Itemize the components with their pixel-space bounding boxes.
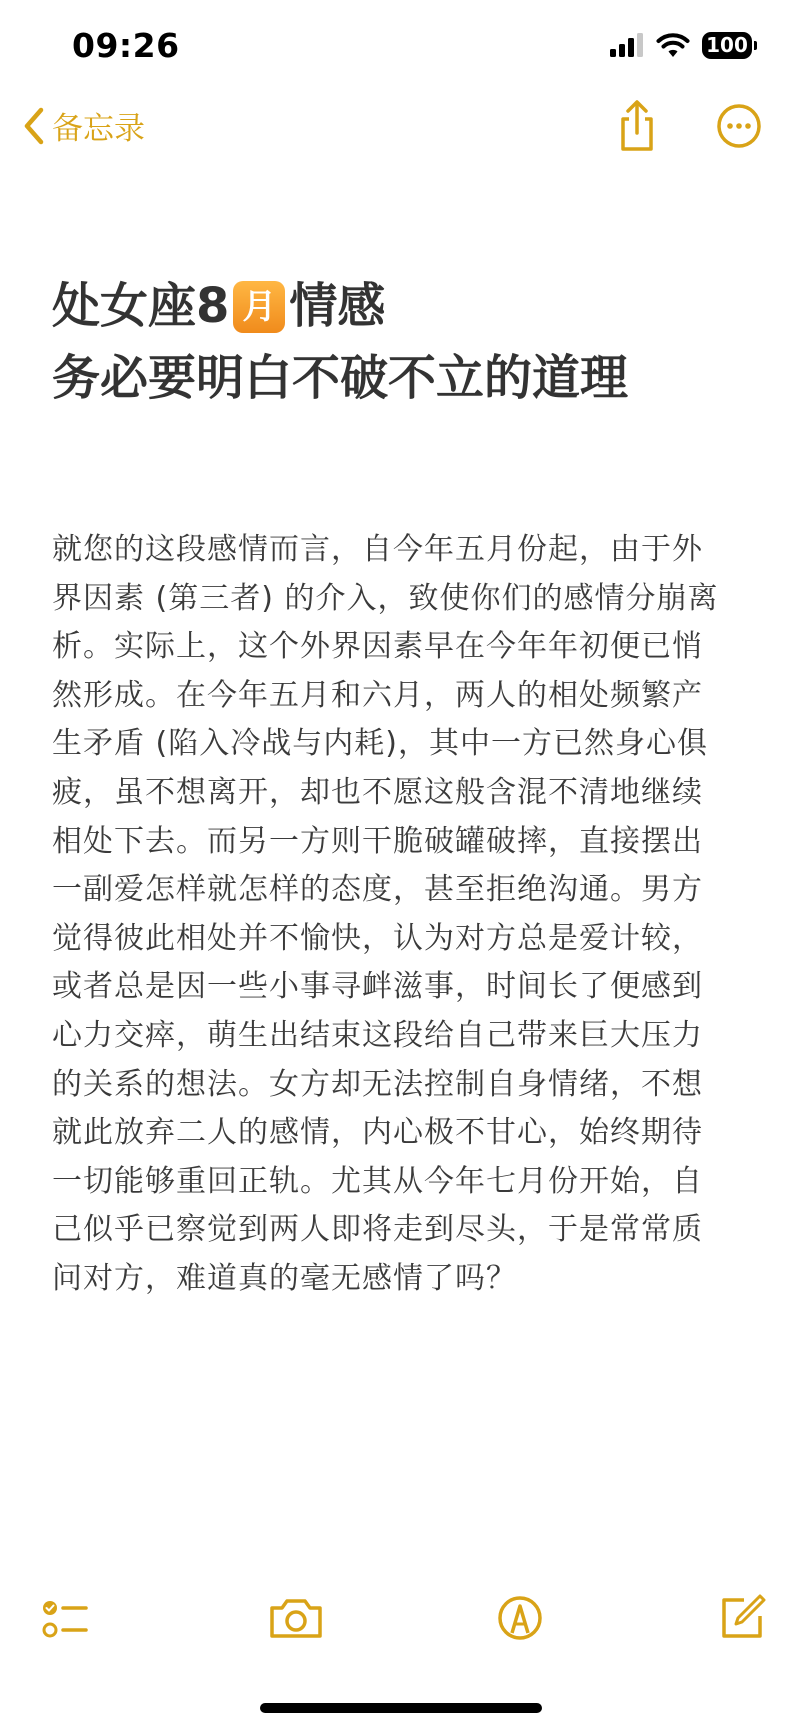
body-line: 一切能够重回正轨。尤其从今年七月份开始，自 (52, 1163, 703, 1199)
signal-icon (610, 33, 644, 57)
body-line: 疲，虽不想离开，却也不愿这般含混不清地继续 (52, 774, 703, 810)
status-icons (610, 30, 752, 60)
more-button[interactable] (716, 103, 762, 149)
battery-cap (754, 41, 757, 50)
markup-icon (492, 1590, 548, 1646)
body-line: 界因素 (第三者) 的介入，致使你们的感情分崩离 (52, 580, 719, 616)
nav-bar (0, 95, 800, 165)
title-line-2: 务必要明白不破不立的道理 (52, 350, 629, 406)
back-label: 备忘录 (52, 111, 145, 147)
body-line: 或者总是因一些小事寻衅滋事，时间长了便感到 (52, 969, 703, 1005)
checklist-button[interactable] (38, 1590, 94, 1646)
body-line: 就您的这段感情而言，自今年五月份起，由于外 (52, 532, 703, 567)
camera-button[interactable] (266, 1590, 326, 1646)
home-indicator[interactable] (260, 1703, 542, 1713)
bottom-toolbar (0, 1590, 800, 1660)
status-time: 09:26 (72, 26, 180, 65)
body-line: 心力交瘁，萌生出结束这段给自己带来巨大压力 (52, 1017, 703, 1053)
body-line: 生矛盾 (陷入冷战与内耗)，其中一方已然身心俱 (52, 726, 708, 762)
camera-icon (266, 1590, 326, 1646)
markup-button[interactable] (492, 1590, 548, 1646)
compose-icon (714, 1590, 770, 1646)
body-line: 己似乎已察觉到两人即将走到尽头，于是常常质 (52, 1212, 703, 1248)
body-line: 就此放弃二人的感情，内心极不甘心，始终期待 (52, 1115, 703, 1151)
body-line: 的关系的想法。女方却无法控制自身情绪，不想 (52, 1066, 703, 1102)
compose-button[interactable] (714, 1590, 770, 1646)
back-button[interactable] (22, 103, 145, 148)
note-body[interactable] (52, 526, 752, 1304)
wifi-icon (656, 33, 690, 58)
share-button[interactable] (612, 99, 662, 153)
month-emoji: 月 (233, 281, 285, 333)
title-part-2: 情感 (289, 278, 386, 334)
chevron-left-icon (22, 106, 46, 146)
share-icon (612, 99, 662, 153)
body-line: 然形成。在今年五月和六月，两人的相处频繁产 (52, 677, 703, 713)
checklist-icon (38, 1590, 94, 1646)
battery-icon (702, 32, 752, 59)
note-title (52, 270, 772, 414)
battery-level: 100 (706, 33, 748, 57)
title-part-1: 处女座8 (52, 278, 230, 334)
body-line: 相处下去。而另一方则干脆破罐破摔，直接摆出 (52, 823, 703, 859)
body-line: 觉得彼此相处并不愉快，认为对方总是爱计较， (52, 920, 703, 956)
title-line-1 (52, 270, 772, 342)
status-bar (0, 0, 800, 90)
more-icon (716, 103, 762, 149)
body-line: 一副爱怎样就怎样的态度，甚至拒绝沟通。男方 (52, 872, 703, 908)
body-line: 析。实际上，这个外界因素早在今年年初便已悄 (52, 629, 703, 665)
body-line: 问对方，难道真的毫无感情了吗？ (52, 1260, 517, 1296)
